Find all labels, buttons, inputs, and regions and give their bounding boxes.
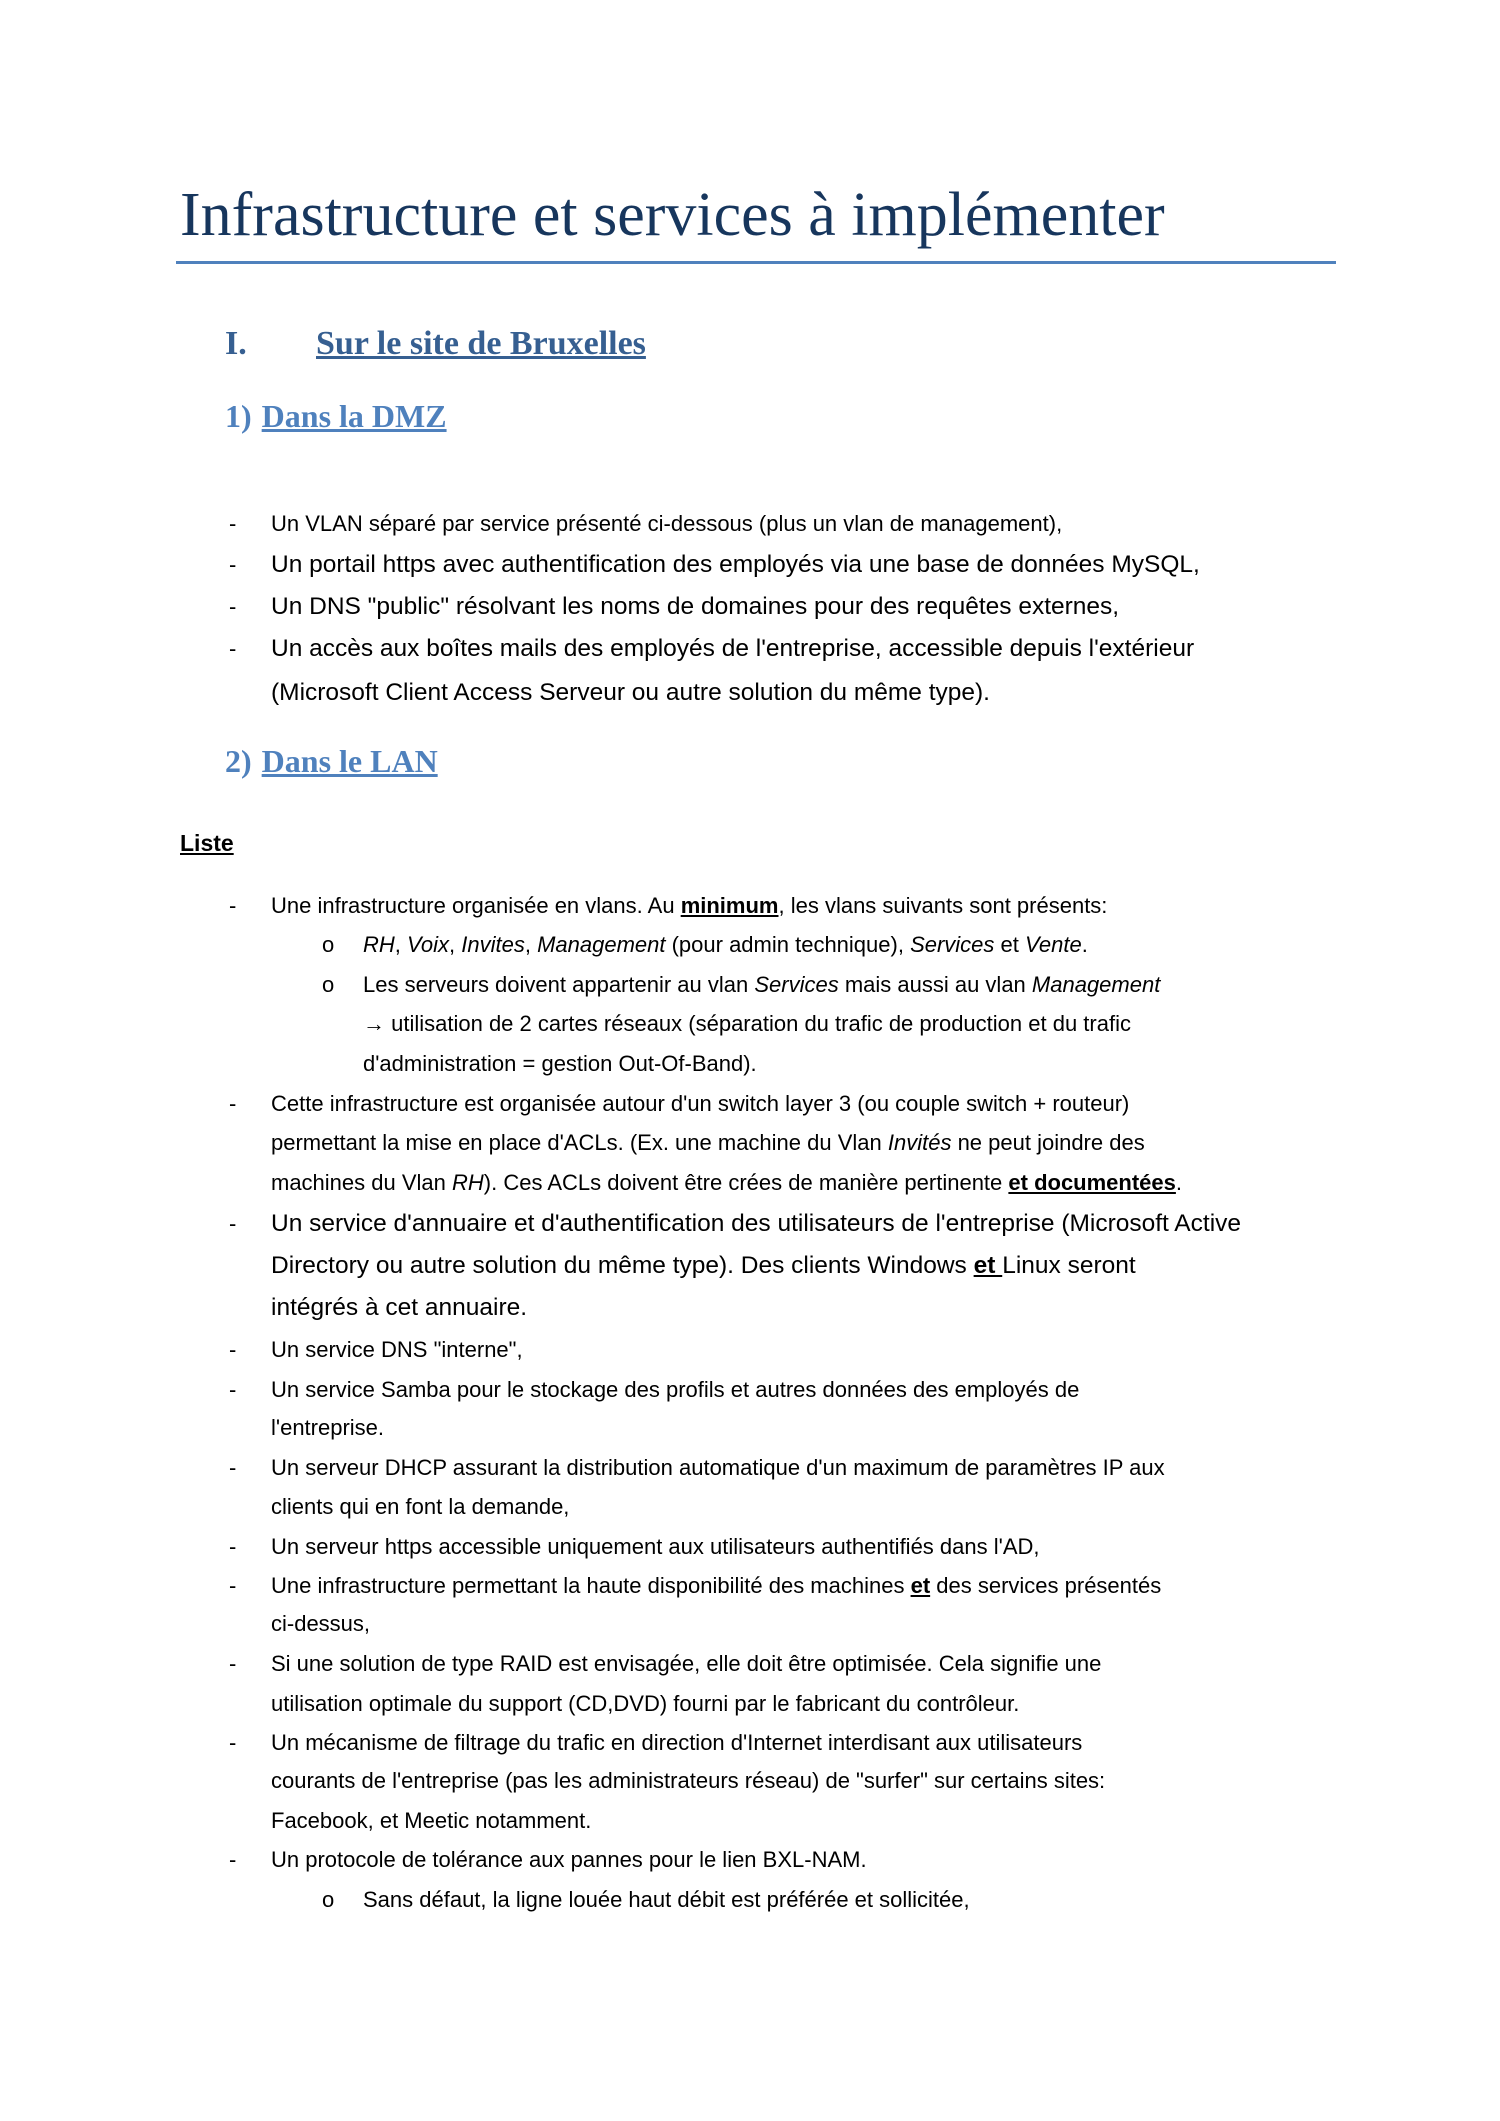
list-item-line [271, 891, 1107, 921]
list-item-line [363, 1049, 757, 1079]
italic-text: Management [1031, 972, 1161, 997]
text-segment: . [1081, 932, 1088, 957]
italic-text: Invités [887, 1130, 952, 1155]
text-segment: Un DNS "public" résolvant les noms de domaines pour des requêtes externes, [271, 593, 1120, 620]
text-segment: machines du Vlan [271, 1170, 452, 1195]
bullet-marker: - [229, 511, 237, 536]
text-segment: Directory ou autre solution du même type). Des clients Windows [271, 1252, 974, 1279]
title-underline [176, 261, 1336, 264]
subsection-heading-dmz [225, 398, 447, 435]
text-segment: Une infrastructure organisée en vlans. Au [271, 893, 681, 918]
list-item-line [363, 1885, 970, 1915]
list-item-line [271, 1128, 1145, 1158]
text-segment: Un mécanisme de filtrage du trafic en direction d'Internet interdisant aux utilisateurs [271, 1730, 1083, 1755]
bullet-marker: - [229, 1455, 237, 1480]
list-item-line [271, 1609, 370, 1639]
list-item-line [271, 1089, 1129, 1119]
text-segment: Un serveur https accessible uniquement aux utilisateurs authentifiés dans l'AD, [271, 1534, 1040, 1559]
sub-bullet-marker: o [322, 1887, 335, 1912]
text-segment: (Microsoft Client Access Serveur ou autre solution du même type). [271, 679, 990, 706]
text-segment: , [524, 932, 538, 957]
bullet-marker: - [229, 1211, 237, 1236]
italic-text: Services [910, 932, 995, 957]
bullet-marker: - [229, 552, 237, 577]
bullet-marker: - [229, 1337, 237, 1362]
bullet-marker: - [229, 636, 237, 661]
bullet-marker: - [229, 594, 237, 619]
text-segment: des services présentés [930, 1573, 1162, 1598]
text-segment: intégrés à cet annuaire. [271, 1294, 528, 1321]
text-segment: et [994, 932, 1025, 957]
section-title: Sur le site de Bruxelles [316, 325, 646, 362]
text-segment: Un service d'annuaire et d'authentification des utilisateurs de l'entreprise (Microsoft Active [271, 1210, 1242, 1237]
list-item-line [271, 1209, 1241, 1239]
text-segment: → utilisation de 2 cartes réseaux (séparation du trafic de production et du trafic [363, 1011, 1131, 1036]
text-segment: . [1175, 1170, 1183, 1195]
italic-text: RH [452, 1170, 484, 1195]
list-item-line [271, 592, 1119, 622]
document-title: Infrastructure et services à implémenter [180, 181, 1165, 249]
text-segment: ). Ces ACLs doivent être crées de manière pertinente [483, 1170, 1009, 1195]
bullet-marker: - [229, 1573, 237, 1598]
sub-bullet-marker: o [322, 972, 335, 997]
text-segment: Un portail https avec authentification des employés via une base de données MySQL, [271, 551, 1200, 578]
list-item-line [271, 1845, 867, 1875]
text-segment: utilisation optimale du support (CD,DVD) fourni par le fabricant du contrôleur. [271, 1691, 1020, 1716]
list-item-line [271, 1335, 523, 1365]
text-segment: mais aussi au vlan [838, 972, 1032, 997]
list-item-line [271, 1453, 1165, 1483]
text-segment: clients qui en font la demande, [271, 1494, 570, 1519]
text-segment: Une infrastructure permettant la haute disponibilité des machines [271, 1573, 911, 1598]
bullet-marker: - [229, 1534, 237, 1559]
text-segment: Un accès aux boîtes mails des employés de l'entreprise, accessible depuis l'extérieur [271, 635, 1195, 662]
section-heading-bruxelles [225, 325, 646, 363]
text-segment: Cette infrastructure est organisée autour d'un switch layer 3 (ou couple switch + routeur) [271, 1091, 1130, 1116]
list-item-line [271, 678, 990, 708]
list-item-line [363, 1009, 1131, 1039]
italic-text: RH [363, 932, 395, 957]
subsection-title: Dans le LAN [261, 743, 438, 779]
list-item-line [271, 550, 1200, 580]
list-item-line [271, 1728, 1082, 1758]
text-segment: Un protocole de tolérance aux pannes pour le lien BXL-NAM. [271, 1847, 867, 1872]
text-segment: Un service DNS "interne", [271, 1337, 523, 1362]
text-segment: , [394, 932, 408, 957]
bullet-marker: - [229, 1651, 237, 1676]
text-segment: Un serveur DHCP assurant la distribution automatique d'un maximum de paramètres IP aux [271, 1455, 1165, 1480]
italic-text: Vente [1025, 932, 1082, 957]
bullet-marker: - [229, 1091, 237, 1116]
list-heading: Liste [180, 830, 234, 856]
subsection-title: Dans la DMZ [261, 398, 447, 434]
text-segment: ne peut joindre des [951, 1130, 1145, 1155]
italic-text: Invites [461, 932, 525, 957]
text-segment: l'entreprise. [271, 1415, 385, 1440]
list-item-line [271, 1689, 1019, 1719]
bullet-marker: - [229, 1730, 237, 1755]
list-item-line [271, 1766, 1105, 1796]
italic-text: Voix [407, 932, 449, 957]
list-item-line [363, 970, 1160, 1000]
list-item-line [271, 1375, 1079, 1405]
list-item-line [271, 1168, 1182, 1198]
section-number: I. [225, 325, 247, 362]
list-item-line [271, 1806, 591, 1836]
text-segment: ci-dessus, [271, 1611, 371, 1636]
text-segment: Un service Samba pour le stockage des profils et autres données des employés de [271, 1377, 1080, 1402]
subsection-heading-lan [225, 743, 438, 780]
emphasis-text: et documentées [1008, 1170, 1176, 1195]
list-item-line [271, 509, 1062, 539]
list-item-line [271, 634, 1194, 664]
list-item-line [271, 1251, 1136, 1281]
text-segment: Sans défaut, la ligne louée haut débit est préférée et sollicitée, [363, 1887, 970, 1912]
emphasis-text: et [973, 1252, 1003, 1279]
emphasis-text: et [910, 1573, 931, 1598]
list-item-line [271, 1413, 384, 1443]
text-segment: permettant la mise en place d'ACLs. (Ex. une machine du Vlan [271, 1130, 888, 1155]
emphasis-text: minimum [680, 893, 779, 918]
subsection-number: 2) [225, 743, 252, 779]
text-segment: Si une solution de type RAID est envisagée, elle doit être optimisée. Cela signifie une [271, 1651, 1102, 1676]
text-segment: Linux seront [1002, 1252, 1136, 1279]
italic-text: Management [537, 932, 666, 957]
bullet-marker: - [229, 1377, 237, 1402]
text-segment: Un VLAN séparé par service présenté ci-dessous (plus un vlan de management), [271, 511, 1063, 536]
text-segment: Les serveurs doivent appartenir au vlan [363, 972, 755, 997]
sub-bullet-marker: o [322, 932, 335, 957]
list-item-line [271, 1293, 527, 1323]
bullet-marker: - [229, 1847, 237, 1872]
text-segment: , [449, 932, 462, 957]
list-item-line [271, 1492, 569, 1522]
italic-text: Services [754, 972, 839, 997]
text-segment: courants de l'entreprise (pas les administrateurs réseau) de "surfer" sur certains sites: [271, 1768, 1106, 1793]
bullet-marker: - [229, 893, 237, 918]
list-item-line [271, 1532, 1040, 1562]
list-item-line [271, 1649, 1101, 1679]
subsection-number: 1) [225, 398, 252, 434]
list-item-line [363, 930, 1088, 960]
list-item-line [271, 1571, 1161, 1601]
text-segment: Facebook, et Meetic notamment. [271, 1808, 592, 1833]
text-segment: (pour admin technique), [665, 932, 911, 957]
text-segment: , les vlans suivants sont présents: [778, 893, 1108, 918]
text-segment: d'administration = gestion Out-Of-Band). [363, 1051, 757, 1076]
